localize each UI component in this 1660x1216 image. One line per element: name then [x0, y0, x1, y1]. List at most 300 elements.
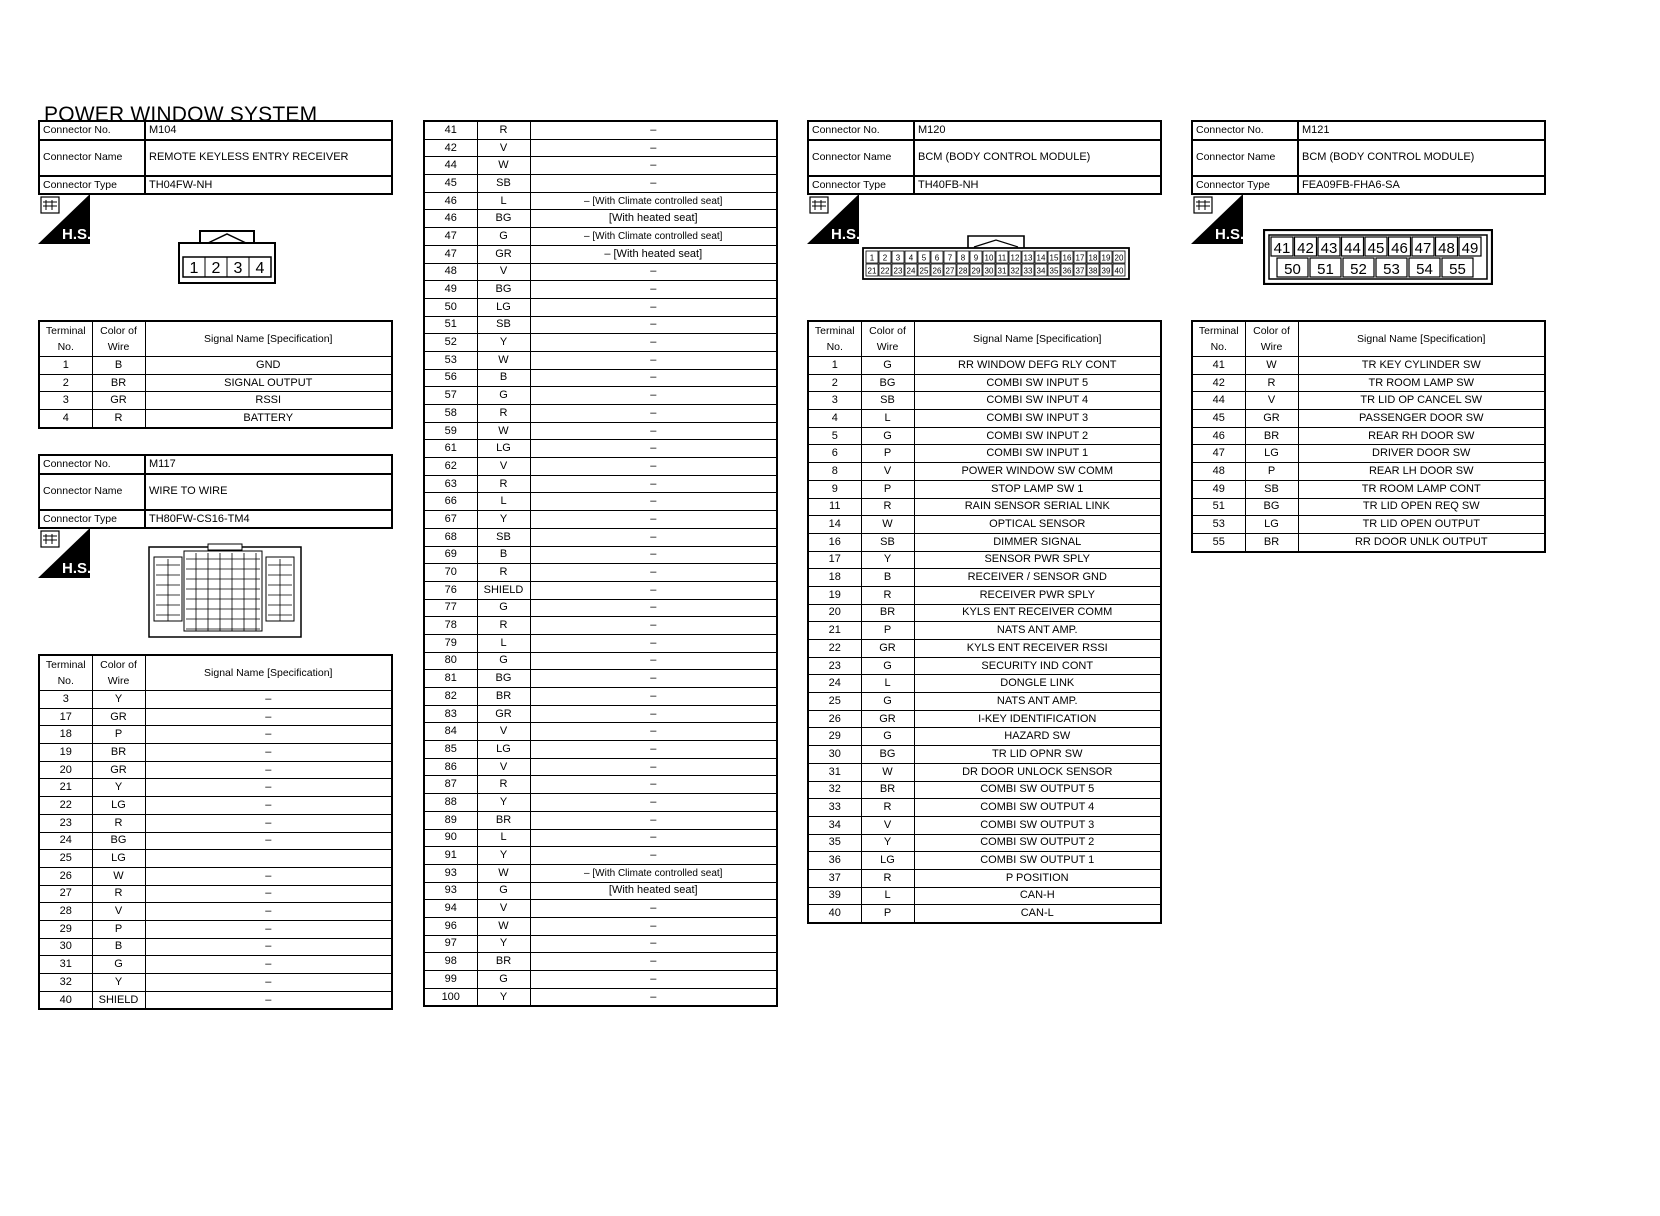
table-row [424, 422, 777, 440]
signal-name-cell: TR LID OPEN OUTPUT [1298, 516, 1545, 534]
terminal-no-cell: 47 [424, 245, 477, 263]
wire-color-cell: BR [861, 604, 914, 622]
col-terminal-no: Terminal No. [39, 321, 92, 357]
connector-no-value: M104 [145, 121, 392, 140]
col-signal-name: Signal Name [Specification] [914, 321, 1161, 357]
svg-text:H.S.: H.S. [1215, 226, 1243, 243]
signal-name-cell: I-KEY IDENTIFICATION [914, 710, 1161, 728]
pin-number: 38 [1088, 266, 1098, 276]
pin-number: 24 [906, 266, 916, 276]
signal-table-m121 [1191, 320, 1546, 553]
terminal-no-cell: 31 [808, 763, 861, 781]
table-row [808, 746, 1161, 764]
wire-color-cell: LG [477, 741, 530, 759]
signal-name-cell: – [530, 351, 777, 369]
table-row [808, 480, 1161, 498]
wire-color-cell: Y [92, 974, 145, 992]
connector-no-value: M120 [914, 121, 1161, 140]
pin-number: 3 [895, 253, 901, 263]
signal-name-cell: – [145, 744, 392, 762]
table-row [424, 175, 777, 193]
signal-name-cell: – [530, 405, 777, 423]
table-row [424, 935, 777, 953]
signal-name-cell: – [530, 741, 777, 759]
terminal-no-cell: 49 [424, 281, 477, 299]
table-row [424, 811, 777, 829]
terminal-no-cell: 57 [424, 387, 477, 405]
table-row [424, 528, 777, 546]
table-row [424, 599, 777, 617]
terminal-no-cell: 37 [808, 869, 861, 887]
signal-name-cell: OPTICAL SENSOR [914, 516, 1161, 534]
signal-name-cell: – [530, 794, 777, 812]
wire-color-cell: BR [1245, 427, 1298, 445]
wire-color-cell: V [477, 723, 530, 741]
wire-color-cell: R [477, 121, 530, 139]
table-row [424, 670, 777, 688]
pin-number: 49 [1461, 240, 1479, 257]
wire-color-cell: L [477, 634, 530, 652]
wire-color-cell: SB [477, 528, 530, 546]
wire-color-cell: Y [477, 935, 530, 953]
table-row [424, 210, 777, 228]
wire-color-cell: B [477, 369, 530, 387]
signal-name-cell: – [530, 493, 777, 511]
table-row [39, 974, 392, 992]
wire-color-cell: L [477, 493, 530, 511]
signal-name-cell: COMBI SW OUTPUT 1 [914, 852, 1161, 870]
wire-color-cell: W [1245, 357, 1298, 375]
terminal-no-cell: 86 [424, 758, 477, 776]
pin-number: 45 [1367, 240, 1385, 257]
pin-number: 34 [1036, 266, 1046, 276]
pin-number: 32 [1010, 266, 1020, 276]
wire-color-cell: Y [477, 334, 530, 352]
table-row [424, 794, 777, 812]
wire-color-cell: G [477, 652, 530, 670]
wire-color-cell: G [477, 228, 530, 246]
table-row [424, 493, 777, 511]
terminal-no-cell: 20 [808, 604, 861, 622]
hs-icon [38, 194, 90, 244]
table-row [424, 900, 777, 918]
signal-name-cell: NATS ANT AMP. [914, 693, 1161, 711]
connector-header-m120 [807, 120, 1162, 195]
pin-number: 37 [1075, 266, 1085, 276]
signal-name-cell: POWER WINDOW SW COMM [914, 463, 1161, 481]
wire-color-cell: G [477, 387, 530, 405]
table-row [808, 640, 1161, 658]
table-row [424, 564, 777, 582]
signal-name-cell: – [530, 776, 777, 794]
signal-name-cell: – [145, 761, 392, 779]
terminal-no-cell: 82 [424, 688, 477, 706]
col-color-of-wire: Color of Wire [861, 321, 914, 357]
label-connector-no: Connector No. [39, 455, 145, 474]
pin-number: 13 [1023, 253, 1033, 263]
pin-number: 26 [932, 266, 942, 276]
table-row [1192, 427, 1545, 445]
table-row [808, 410, 1161, 428]
col-terminal-no: Terminal No. [808, 321, 861, 357]
terminal-no-cell: 3 [39, 691, 92, 709]
wire-color-cell: LG [92, 850, 145, 868]
signal-name-cell: – [530, 422, 777, 440]
terminal-no-cell: 26 [808, 710, 861, 728]
terminal-no-cell: 80 [424, 652, 477, 670]
wire-color-cell: BG [861, 374, 914, 392]
pin-number: 12 [1010, 253, 1020, 263]
table-row [1192, 480, 1545, 498]
wire-color-cell: SHIELD [477, 581, 530, 599]
wire-color-cell: L [861, 675, 914, 693]
table-row [424, 652, 777, 670]
label-connector-no: Connector No. [39, 121, 145, 140]
signal-name-cell: – [530, 263, 777, 281]
wire-color-cell: L [861, 410, 914, 428]
terminal-no-cell: 70 [424, 564, 477, 582]
table-row [808, 427, 1161, 445]
signal-name-cell: – [145, 691, 392, 709]
wire-color-cell: R [861, 498, 914, 516]
terminal-no-cell: 83 [424, 705, 477, 723]
terminal-no-cell: 23 [39, 814, 92, 832]
table-row [39, 832, 392, 850]
wire-color-cell: SHIELD [92, 991, 145, 1009]
terminal-no-cell: 18 [39, 726, 92, 744]
terminal-no-cell: 49 [1192, 480, 1245, 498]
terminal-no-cell: 23 [808, 657, 861, 675]
wire-color-cell: B [861, 569, 914, 587]
wire-color-cell: V [477, 139, 530, 157]
signal-name-cell: RECEIVER PWR SPLY [914, 586, 1161, 604]
signal-name-cell: – [530, 917, 777, 935]
wire-color-cell: W [477, 351, 530, 369]
terminal-no-cell: 88 [424, 794, 477, 812]
terminal-no-cell: 1 [808, 357, 861, 375]
pin-number: 50 [1284, 261, 1301, 278]
pin-number: 52 [1350, 261, 1367, 278]
table-row [39, 885, 392, 903]
wire-color-cell: Y [92, 779, 145, 797]
wire-color-cell: V [477, 458, 530, 476]
wire-color-cell: R [477, 776, 530, 794]
table-row [424, 917, 777, 935]
table-row [808, 693, 1161, 711]
signal-name-cell: – [530, 440, 777, 458]
terminal-no-cell: 4 [808, 410, 861, 428]
wire-color-cell: LG [1245, 445, 1298, 463]
wire-color-cell: P [861, 622, 914, 640]
wire-color-cell: SB [477, 316, 530, 334]
table-row [808, 622, 1161, 640]
table-row [424, 864, 777, 882]
table-row [39, 374, 392, 392]
connector-header-m104 [38, 120, 393, 195]
table-row [39, 938, 392, 956]
terminal-no-cell: 51 [424, 316, 477, 334]
wire-color-cell: L [477, 192, 530, 210]
table-row [424, 634, 777, 652]
signal-name-cell: – [530, 847, 777, 865]
wire-color-cell: B [92, 938, 145, 956]
signal-name-cell: COMBI SW INPUT 3 [914, 410, 1161, 428]
terminal-no-cell: 32 [39, 974, 92, 992]
terminal-no-cell: 91 [424, 847, 477, 865]
signal-name-cell: COMBI SW OUTPUT 5 [914, 781, 1161, 799]
wire-color-cell: SB [861, 533, 914, 551]
signal-name-cell: – [530, 935, 777, 953]
terminal-no-cell: 30 [808, 746, 861, 764]
svg-text:H.S.: H.S. [831, 226, 859, 243]
wire-color-cell: BG [477, 210, 530, 228]
signal-name-cell: – [530, 369, 777, 387]
signal-name-cell: CAN-H [914, 887, 1161, 905]
terminal-no-cell: 97 [424, 935, 477, 953]
terminal-no-cell: 100 [424, 988, 477, 1006]
terminal-no-cell: 55 [1192, 533, 1245, 551]
signal-name-cell: DRIVER DOOR SW [1298, 445, 1545, 463]
terminal-no-cell: 67 [424, 511, 477, 529]
table-row [424, 882, 777, 900]
terminal-no-cell: 40 [39, 991, 92, 1009]
signal-name-cell: – [530, 316, 777, 334]
terminal-no-cell: 77 [424, 599, 477, 617]
signal-name-cell: SIGNAL OUTPUT [145, 374, 392, 392]
terminal-no-cell: 46 [1192, 427, 1245, 445]
terminal-no-cell: 68 [424, 528, 477, 546]
signal-name-cell: COMBI SW INPUT 5 [914, 374, 1161, 392]
label-connector-type: Connector Type [39, 176, 145, 195]
pin-number: 6 [934, 253, 940, 263]
wire-color-cell: P [861, 905, 914, 923]
terminal-no-cell: 96 [424, 917, 477, 935]
table-row [808, 834, 1161, 852]
signal-name-cell: – [145, 903, 392, 921]
wire-color-cell: Y [477, 511, 530, 529]
signal-name-cell: RAIN SENSOR SERIAL LINK [914, 498, 1161, 516]
wire-color-cell: R [861, 869, 914, 887]
col-color-of-wire: Color of Wire [92, 321, 145, 357]
terminal-no-cell: 45 [424, 175, 477, 193]
terminal-no-cell: 2 [39, 374, 92, 392]
pin-number: 8 [960, 253, 966, 263]
pin-number: 31 [997, 266, 1007, 276]
pin-label: 4 [255, 260, 265, 277]
label-connector-no: Connector No. [1192, 121, 1298, 140]
wire-color-cell: BR [92, 744, 145, 762]
terminal-no-cell: 16 [808, 533, 861, 551]
wire-color-cell: W [861, 763, 914, 781]
pin-number: 22 [880, 266, 890, 276]
table-row [39, 357, 392, 375]
wire-color-cell: G [861, 693, 914, 711]
wire-color-cell: W [861, 516, 914, 534]
terminal-no-cell: 9 [808, 480, 861, 498]
signal-name-cell: TR LID OPEN REQ SW [1298, 498, 1545, 516]
wire-color-cell: V [477, 900, 530, 918]
table-row [424, 971, 777, 989]
terminal-no-cell: 47 [424, 228, 477, 246]
terminal-no-cell: 22 [808, 640, 861, 658]
terminal-no-cell: 46 [424, 192, 477, 210]
table-row [808, 816, 1161, 834]
terminal-no-cell: 17 [39, 708, 92, 726]
pin-number: 41 [1273, 240, 1291, 257]
terminal-no-cell: 76 [424, 581, 477, 599]
wire-color-cell: Y [477, 988, 530, 1006]
wire-color-cell: B [477, 546, 530, 564]
terminal-no-cell: 51 [1192, 498, 1245, 516]
terminal-no-cell: 50 [424, 298, 477, 316]
terminal-no-cell: 81 [424, 670, 477, 688]
signal-name-cell: PASSENGER DOOR SW [1298, 410, 1545, 428]
wire-color-cell: SB [861, 392, 914, 410]
pin-number: 27 [945, 266, 955, 276]
wire-color-cell: GR [92, 761, 145, 779]
signal-name-cell: – [145, 708, 392, 726]
pin-number: 51 [1317, 261, 1334, 278]
signal-name-cell: [With heated seat] [530, 210, 777, 228]
table-row [808, 728, 1161, 746]
wire-color-cell: V [861, 463, 914, 481]
table-row [424, 245, 777, 263]
table-row [424, 387, 777, 405]
terminal-no-cell: 34 [808, 816, 861, 834]
pin-number: 17 [1075, 253, 1085, 263]
terminal-no-cell: 62 [424, 458, 477, 476]
terminal-no-cell: 90 [424, 829, 477, 847]
signal-name-cell: – [145, 832, 392, 850]
table-row [424, 405, 777, 423]
table-row [1192, 533, 1545, 551]
wire-color-cell: R [477, 617, 530, 635]
table-row [39, 691, 392, 709]
signal-name-cell: – [530, 705, 777, 723]
signal-name-cell: – [145, 779, 392, 797]
signal-name-cell: COMBI SW OUTPUT 4 [914, 799, 1161, 817]
terminal-no-cell: 17 [808, 551, 861, 569]
signal-name-cell: COMBI SW INPUT 1 [914, 445, 1161, 463]
signal-table-m117-continued [423, 120, 778, 1007]
table-row [424, 351, 777, 369]
terminal-no-cell: 29 [808, 728, 861, 746]
terminal-no-cell: 41 [1192, 357, 1245, 375]
table-row [424, 157, 777, 175]
wire-color-cell: V [92, 903, 145, 921]
wire-color-cell: R [1245, 374, 1298, 392]
pin-label: 3 [233, 260, 243, 277]
signal-name-cell: – [530, 334, 777, 352]
wire-color-cell: BG [477, 670, 530, 688]
signal-name-cell: TR ROOM LAMP SW [1298, 374, 1545, 392]
terminal-no-cell: 69 [424, 546, 477, 564]
table-row [424, 723, 777, 741]
terminal-no-cell: 48 [1192, 463, 1245, 481]
terminal-no-cell: 18 [808, 569, 861, 587]
signal-name-cell: – [530, 829, 777, 847]
signal-name-cell: – [530, 121, 777, 139]
wire-color-cell: G [477, 882, 530, 900]
table-row [808, 374, 1161, 392]
label-connector-name: Connector Name [39, 474, 145, 510]
label-connector-type: Connector Type [39, 510, 145, 529]
signal-name-cell: COMBI SW INPUT 4 [914, 392, 1161, 410]
terminal-no-cell: 98 [424, 953, 477, 971]
wire-color-cell: BR [477, 811, 530, 829]
wire-color-cell: LG [477, 440, 530, 458]
signal-name-cell: RSSI [145, 392, 392, 410]
signal-name-cell: – [145, 991, 392, 1009]
table-row [424, 334, 777, 352]
table-row [808, 799, 1161, 817]
table-row [424, 829, 777, 847]
terminal-no-cell: 6 [808, 445, 861, 463]
table-row [1192, 357, 1545, 375]
signal-name-cell: RR DOOR UNLK OUTPUT [1298, 533, 1545, 551]
pin-label: 1 [189, 260, 199, 277]
terminal-no-cell: 3 [808, 392, 861, 410]
terminal-no-cell: 36 [808, 852, 861, 870]
terminal-no-cell: 5 [808, 427, 861, 445]
table-row [424, 776, 777, 794]
signal-name-cell: CAN-L [914, 905, 1161, 923]
terminal-no-cell: 42 [1192, 374, 1245, 392]
pin-number: 1 [869, 253, 875, 263]
pin-number: 7 [947, 253, 953, 263]
wire-color-cell: GR [92, 392, 145, 410]
signal-name-cell: TR KEY CYLINDER SW [1298, 357, 1545, 375]
page-title: POWER WINDOW SYSTEM [44, 103, 318, 126]
wire-color-cell: V [477, 758, 530, 776]
pin-number: 18 [1088, 253, 1098, 263]
wire-color-cell: G [861, 357, 914, 375]
table-row [808, 905, 1161, 923]
wire-color-cell: GR [861, 710, 914, 728]
signal-name-cell: – [With Climate controlled seat] [530, 192, 777, 210]
terminal-no-cell: 2 [808, 374, 861, 392]
wire-color-cell: BG [92, 832, 145, 850]
terminal-no-cell: 27 [39, 885, 92, 903]
table-row [808, 763, 1161, 781]
terminal-no-cell: 53 [424, 351, 477, 369]
hs-icon [807, 194, 859, 244]
wire-color-cell: BR [1245, 533, 1298, 551]
signal-name-cell: – [530, 634, 777, 652]
table-row [1192, 410, 1545, 428]
table-row [424, 192, 777, 210]
pin-number: 33 [1023, 266, 1033, 276]
wire-color-cell: Y [477, 794, 530, 812]
signal-name-cell: BATTERY [145, 410, 392, 428]
terminal-no-cell: 84 [424, 723, 477, 741]
terminal-no-cell: 22 [39, 797, 92, 815]
wire-color-cell: W [477, 917, 530, 935]
signal-name-cell: [With heated seat] [530, 882, 777, 900]
table-row [424, 458, 777, 476]
signal-name-cell: REAR RH DOOR SW [1298, 427, 1545, 445]
pin-number: 4 [908, 253, 914, 263]
wire-color-cell: Y [861, 834, 914, 852]
pin-number: 54 [1416, 261, 1433, 278]
table-row [424, 581, 777, 599]
table-row [1192, 498, 1545, 516]
terminal-no-cell: 28 [39, 903, 92, 921]
table-row [424, 617, 777, 635]
wire-color-cell: BG [861, 746, 914, 764]
connector-name-value: REMOTE KEYLESS ENTRY RECEIVER [145, 140, 392, 176]
connector-name-value: WIRE TO WIRE [145, 474, 392, 510]
